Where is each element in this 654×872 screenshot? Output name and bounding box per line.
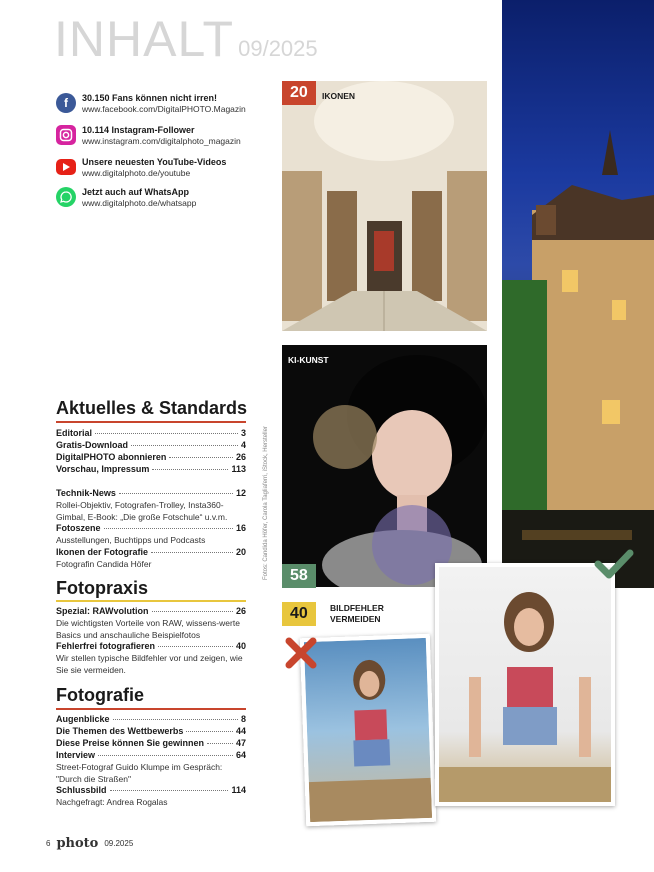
issue-label: 09/2025	[238, 36, 318, 61]
toc-item[interactable]: Fehlerfrei fotografieren 40	[56, 641, 246, 651]
toc-item[interactable]: Spezial: RAWvolution 26	[56, 606, 246, 616]
toc-fotografie	[56, 714, 246, 809]
whatsapp-link[interactable]: www.digitalphoto.de/whatsapp	[82, 198, 197, 208]
toc-item[interactable]: Interview 64	[56, 750, 246, 760]
toc-item-desc: Ausstellungen, Buchtipps und Podcasts	[56, 535, 206, 545]
page-footer	[46, 836, 133, 851]
toc-item[interactable]: Schlussbild 114	[56, 785, 246, 795]
social-facebook[interactable]: f 30.150 Fans können nicht irren! www.facebook.com/DigitalPHOTO.Magazin	[56, 93, 276, 115]
woman-photo-wrong	[300, 634, 436, 826]
feature-number-badge: 20	[282, 81, 316, 105]
toc-item[interactable]: Fotoszene 16	[56, 523, 246, 533]
social-youtube[interactable]: Unsere neuesten YouTube-Videos www.digitalphoto.de/youtube	[56, 157, 276, 179]
castle-photo	[502, 0, 654, 588]
feature-label: IKONEN	[322, 91, 356, 101]
social-instagram[interactable]: 10.114 Instagram-Follower www.instagram.com/digitalphoto_magazin	[56, 125, 276, 147]
toc-fotopraxis	[56, 606, 246, 676]
facebook-icon: f	[56, 93, 76, 113]
page-header	[54, 10, 318, 68]
toc-item-desc: Nachgefragt: Andrea Rogalas	[56, 797, 168, 807]
toc-item-desc: Street-Fotograf Guido Klumpe im Gespräch: "Durch die Straßen"	[56, 762, 223, 784]
correct-check-icon	[594, 548, 634, 582]
page-number: 6	[46, 839, 51, 848]
youtube-link[interactable]: www.digitalphoto.de/youtube	[82, 168, 191, 178]
toc-item[interactable]: DigitalPHOTO abonnieren 26	[56, 452, 246, 462]
section-rule	[56, 708, 246, 710]
toc-item-desc: Wir stellen typische Bildfehler vor und zeigen, wie Sie sie vermeiden.	[56, 653, 243, 675]
youtube-icon	[56, 159, 76, 175]
toc-item[interactable]: Gratis-Download 4	[56, 440, 246, 450]
toc-item[interactable]: Technik-News 12	[56, 488, 246, 498]
section-rule	[56, 421, 246, 423]
woman-photo-right	[435, 563, 615, 806]
feature-number-badge: 40	[282, 602, 316, 626]
toc-item[interactable]: Vorschau, Impressum 113	[56, 464, 246, 474]
instagram-link[interactable]: www.instagram.com/digitalphoto_magazin	[82, 136, 241, 146]
toc-item[interactable]: Die Themen des Wettbewerbs 44	[56, 726, 246, 736]
photo-credit: Fotos: Candida Höfer, Carola Tagliaferri, iStock, Hersteller	[263, 426, 269, 580]
section-title-fotografie: Fotografie	[56, 685, 144, 705]
section-rule	[56, 600, 246, 602]
instagram-icon	[56, 125, 76, 145]
toc-item[interactable]: Diese Preise können Sie gewinnen 47	[56, 738, 246, 748]
feature-label: BILDFEHLER VERMEIDEN	[330, 603, 384, 624]
feature-label: KI-KUNST	[288, 355, 329, 365]
toc-item-desc: Fotografin Candida Höfer	[56, 558, 152, 569]
toc-aktuelles-news	[56, 488, 246, 570]
ki-kunst-photo	[282, 345, 487, 587]
toc-item[interactable]: Augenblicke 8	[56, 714, 246, 724]
social-whatsapp[interactable]: Jetzt auch auf WhatsApp www.digitalphoto.de/whatsapp	[56, 187, 276, 209]
library-photo	[282, 81, 487, 331]
whatsapp-icon	[56, 187, 76, 207]
toc-item-desc: Die wichtigsten Vorteile von RAW, wissens-werte Basics und anschauliche Beispielfotos	[56, 618, 240, 640]
toc-aktuelles	[56, 428, 246, 476]
toc-item[interactable]: Ikonen der Fotografie 20	[56, 546, 246, 557]
section-title-aktuelles: Aktuelles & Standards	[56, 398, 248, 418]
wrong-cross-icon	[284, 636, 318, 670]
toc-item[interactable]: Editorial 3	[56, 428, 246, 438]
footer-issue: 09.2025	[104, 839, 134, 848]
page-title: INHALT	[54, 11, 235, 67]
feature-number-badge: 58	[282, 564, 316, 588]
magazine-logo: photo	[56, 836, 99, 851]
facebook-link[interactable]: www.facebook.com/DigitalPHOTO.Magazin	[82, 104, 246, 114]
toc-item-desc: Rollei-Objektiv, Fotografen-Trolley, Insta360-Gimbal, E-Book: „Die große Fotschule“ u.v.m.	[56, 500, 228, 522]
section-title-fotopraxis: Fotopraxis	[56, 578, 149, 598]
